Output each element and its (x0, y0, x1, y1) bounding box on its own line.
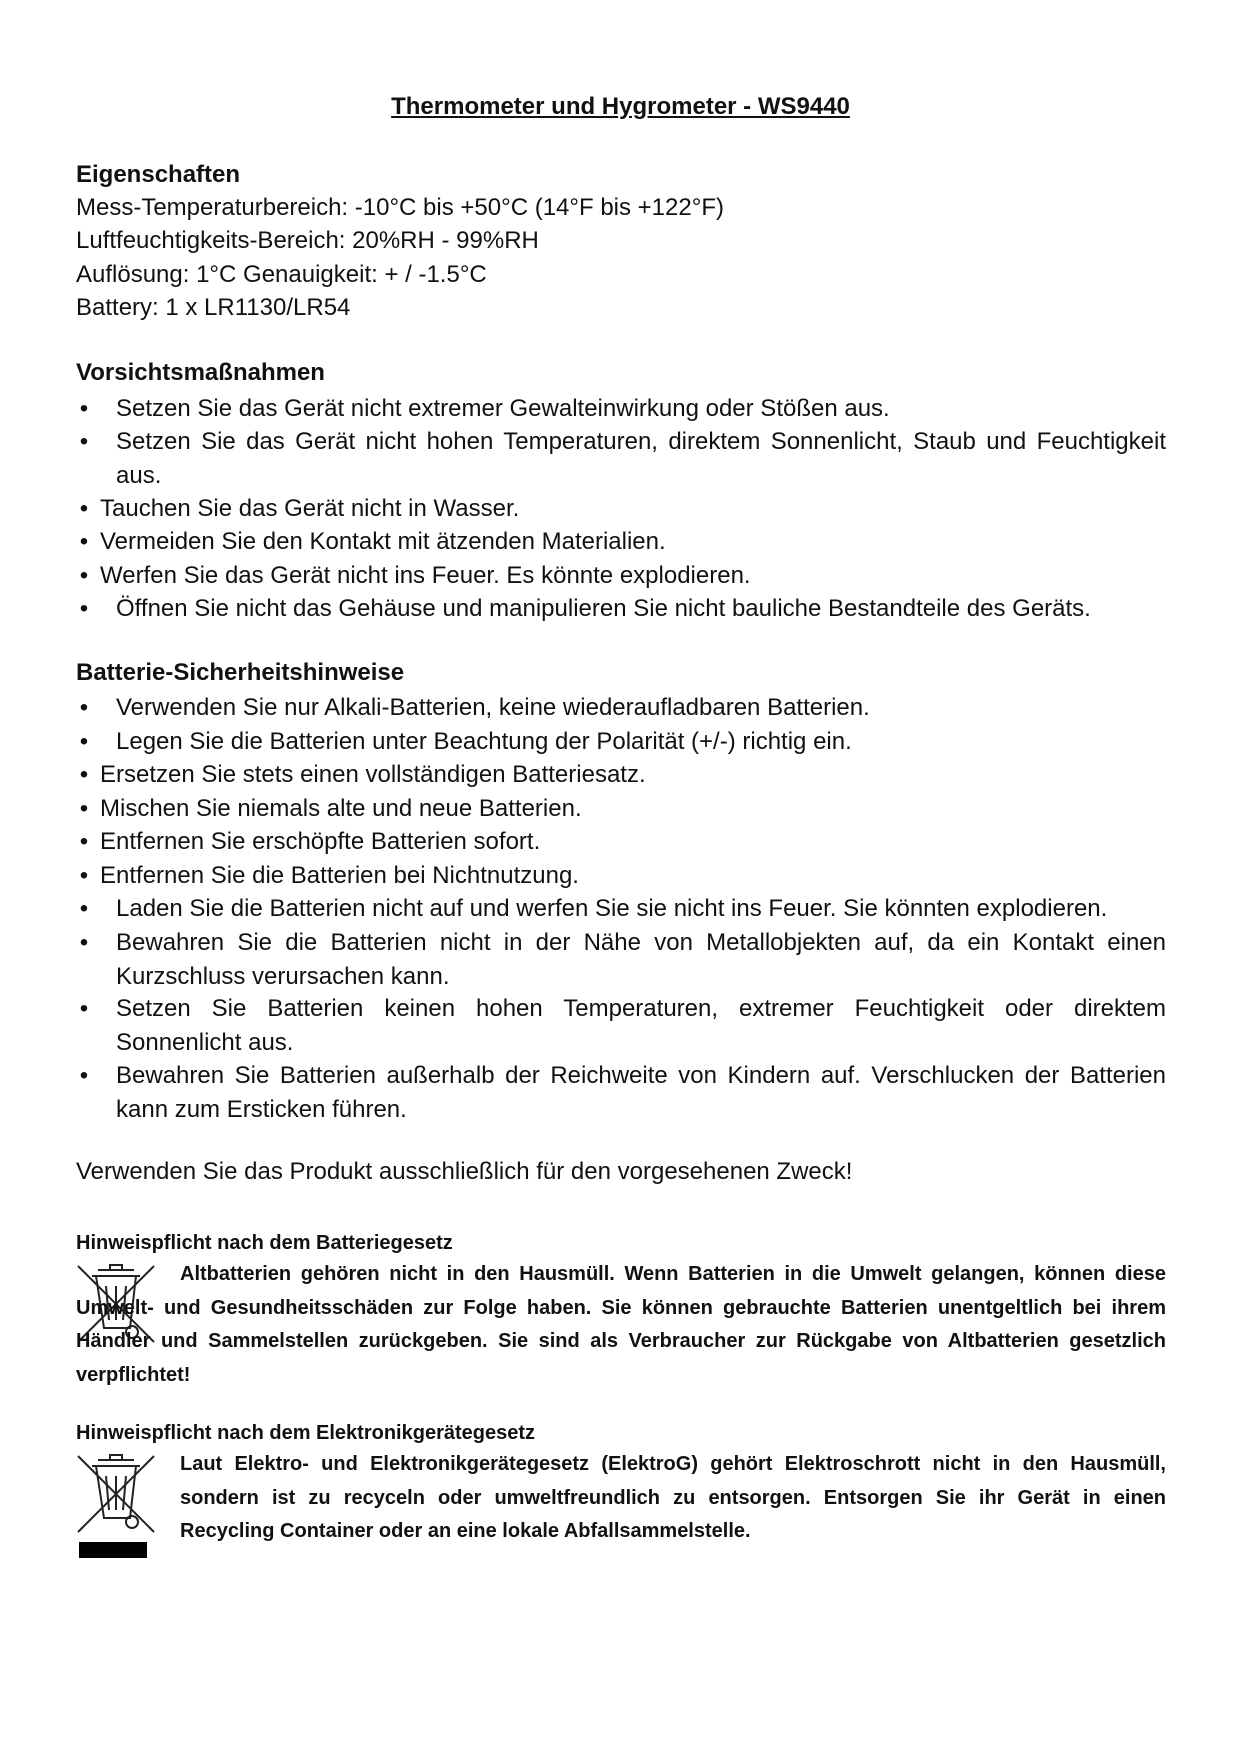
bullet-icon: • (79, 862, 89, 889)
list-item-text: Legen Sie die Batterien unter Beachtung der Polarität (+/-) richtig ein. (116, 728, 852, 755)
notice-text-elektronik: Laut Elektro- und Elektronikgerätegesetz (ElektroG) gehört Elektroschrott nicht in den Hausmüll, sondern ist zu recyceln oder umweltfreundlich zu entsorgen. Entsorgen Sie ihr Gerät in einen Recycling Container oder an eine lokale Abfallsammelstelle. (180, 1453, 1166, 1542)
purpose-note: Verwenden Sie das Produkt ausschließlich für den vorgesehenen Zweck! (76, 1158, 853, 1185)
list-item (76, 792, 1166, 826)
list-item-text: Ersetzen Sie stets einen vollständigen Batteriesatz. (100, 761, 646, 788)
notice-text-batteriegesetz: Altbatterien gehören nicht in den Hausmüll. Wenn Batterien in die Umwelt gelangen, können diese Umwelt- und Gesundheitsschäden zur Folge haben. Sie können gebrauchte Batterien unentgeltlich bei ihrem Händler und Sammelstellen zurückgeben. Sie sind als Verbraucher zur Rückgabe von Altbatterien gesetzlich verpflichtet! (76, 1263, 1166, 1386)
list-item-text: Bewahren Sie die Batterien nicht in der Nähe von Metallobjekten auf, da ein Kontakt einen Kurzschluss verursachen kann. (116, 929, 1166, 990)
bullet-icon: • (79, 495, 89, 522)
list-item-text: Entfernen Sie erschöpfte Batterien sofort. (100, 828, 541, 855)
list-item-text: Vermeiden Sie den Kontakt mit ätzenden Materialien. (100, 528, 666, 555)
list-item-text: Tauchen Sie das Gerät nicht in Wasser. (100, 495, 520, 522)
bullet-icon: • (79, 528, 89, 555)
list-item (76, 892, 1166, 926)
notice-heading-batteriegesetz: Hinweispflicht nach dem Batteriegesetz (76, 1232, 453, 1254)
bullet-icon: • (79, 761, 89, 788)
list-item (76, 758, 1166, 792)
section-heading-eigenschaften: Eigenschaften (76, 161, 241, 188)
list-item (76, 992, 1166, 1059)
bullet-icon: • (79, 895, 89, 922)
list-item (76, 425, 1166, 492)
list-item (76, 525, 1166, 559)
bullet-icon: • (79, 795, 89, 822)
list-item (76, 559, 1166, 593)
list-item (76, 592, 1166, 626)
list-item-text: Setzen Sie Batterien keinen hohen Temperaturen, extremer Feuchtigkeit oder direktem Sonnenlicht aus. (116, 995, 1166, 1056)
bullet-icon: • (79, 562, 89, 589)
section-heading-vorsicht: Vorsichtsmaßnahmen (76, 359, 325, 386)
list-item (76, 926, 1166, 993)
bullet-icon: • (79, 929, 89, 956)
bullet-icon: • (79, 395, 89, 422)
list-item (76, 859, 1166, 893)
list-item (76, 492, 1166, 526)
bullet-icon: • (79, 428, 89, 455)
list-item-text: Mischen Sie niemals alte und neue Batterien. (100, 795, 582, 822)
bullet-icon: • (79, 728, 89, 755)
spec-line: Auflösung: 1°C Genauigkeit: + / -1.5°C (76, 261, 487, 288)
list-item (76, 825, 1166, 859)
bullet-icon: • (79, 995, 89, 1022)
list-item-text: Werfen Sie das Gerät nicht ins Feuer. Es könnte explodieren. (100, 562, 751, 589)
list-item (76, 725, 1166, 759)
list-item (76, 1059, 1166, 1126)
bullet-icon: • (79, 694, 89, 721)
list-item-text: Setzen Sie das Gerät nicht hohen Temperaturen, direktem Sonnenlicht, Staub und Feuchtigkeit aus. (116, 428, 1166, 489)
list-item-text: Entfernen Sie die Batterien bei Nichtnutzung. (100, 862, 579, 889)
bullet-icon: • (79, 595, 89, 622)
section-heading-batterie: Batterie-Sicherheitshinweise (76, 659, 405, 686)
bullet-icon: • (79, 1062, 89, 1089)
list-item-text: Laden Sie die Batterien nicht auf und werfen Sie sie nicht ins Feuer. Sie könnten explodieren. (116, 895, 1108, 922)
list-item (76, 691, 1166, 725)
document-title: Thermometer und Hygrometer - WS9440 (391, 93, 850, 120)
list-item-text: Setzen Sie das Gerät nicht extremer Gewalteinwirkung oder Stößen aus. (116, 395, 890, 422)
spec-line: Mess-Temperaturbereich: -10°C bis +50°C (14°F bis +122°F) (76, 194, 724, 221)
spec-line: Battery: 1 x LR1130/LR54 (76, 294, 351, 321)
spec-line: Luftfeuchtigkeits-Bereich: 20%RH - 99%RH (76, 227, 539, 254)
bullet-icon: • (79, 828, 89, 855)
list-item-text: Verwenden Sie nur Alkali-Batterien, keine wiederaufladbaren Batterien. (116, 694, 870, 721)
list-item-text: Bewahren Sie Batterien außerhalb der Reichweite von Kindern auf. Verschlucken der Batterien kann zum Ersticken führen. (116, 1062, 1166, 1123)
list-item (76, 392, 1166, 426)
list-item-text: Öffnen Sie nicht das Gehäuse und manipulieren Sie nicht bauliche Bestandteile des Geräts. (116, 595, 1091, 622)
notice-heading-elektronik: Hinweispflicht nach dem Elektronikgerätegesetz (76, 1422, 536, 1444)
